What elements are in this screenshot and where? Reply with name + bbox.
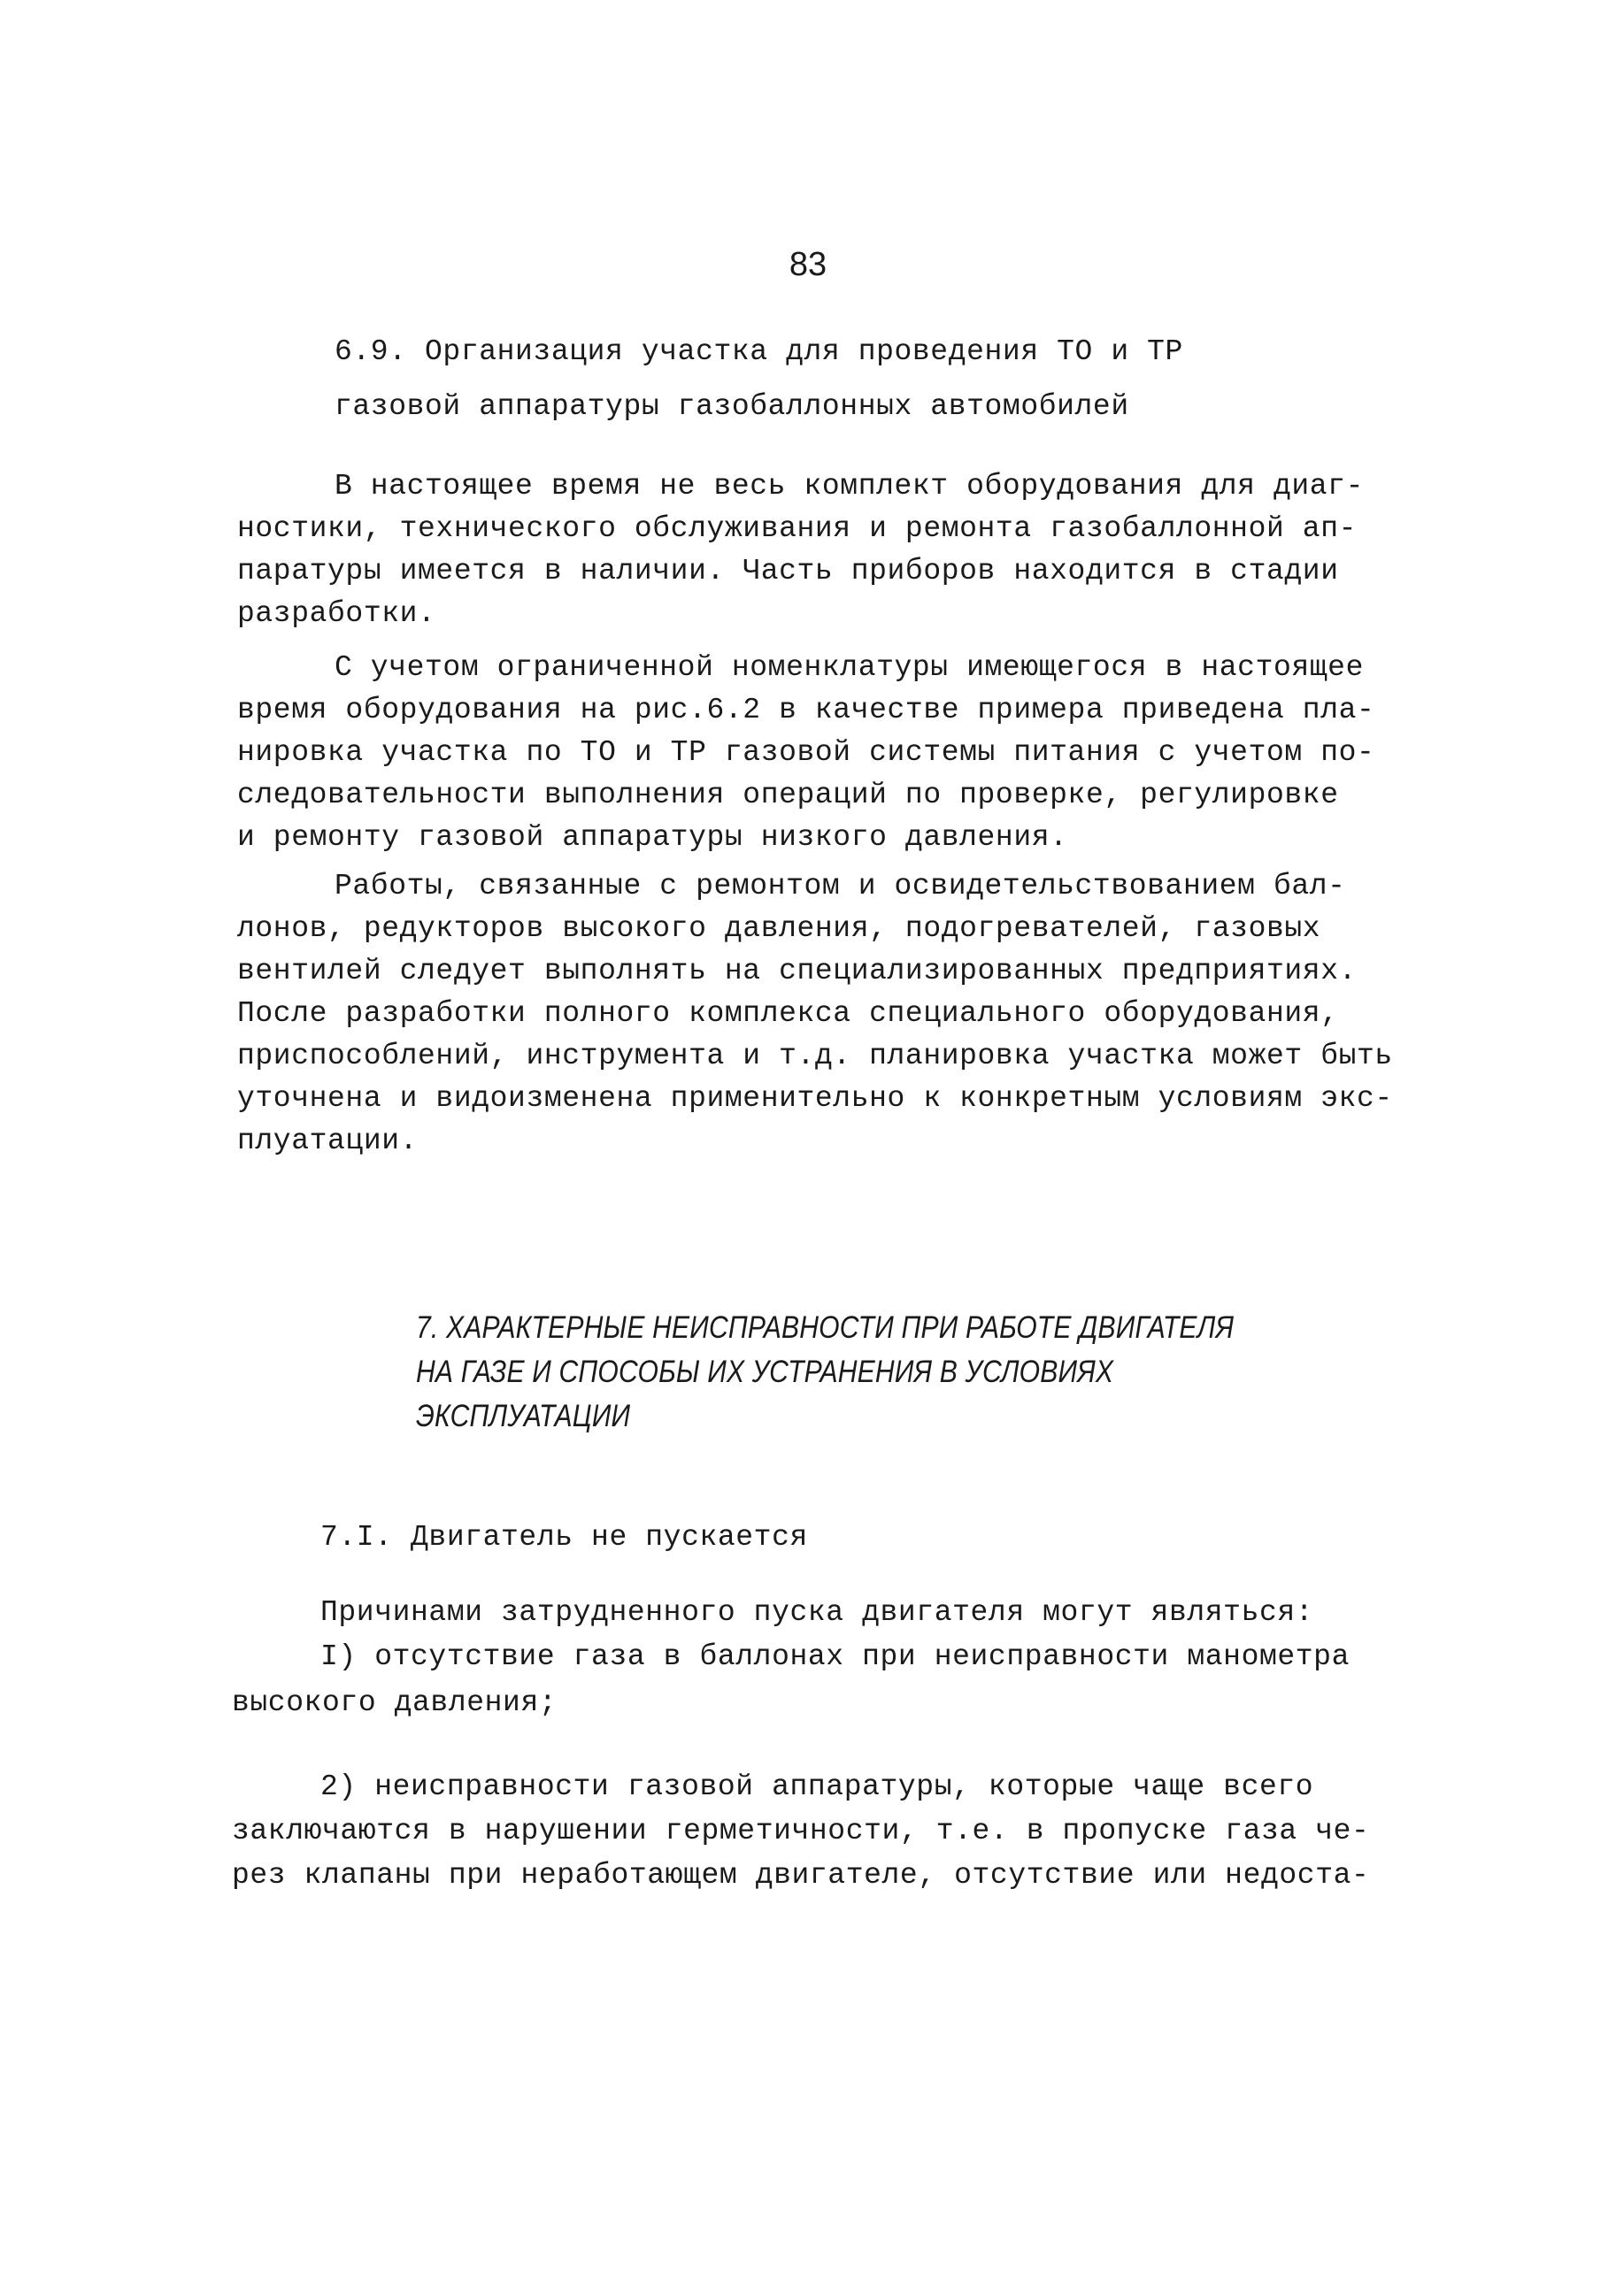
paragraph-line: и ремонту газовой аппаратуры низкого давления.: [237, 821, 1068, 854]
paragraph-line: паратуры имеется в наличии. Часть приборов находится в стадии: [237, 555, 1339, 587]
paragraph-line: С учетом ограниченной номенклатуры имеющегося в настоящее: [335, 651, 1364, 684]
list-item-line: рез клапаны при неработающем двигателе, отсутствие или недоста-: [232, 1859, 1370, 1892]
heading-line: ЭКСПЛУАТАЦИИ: [416, 1399, 631, 1433]
section-7-1-intro: Причинами затрудненного пуска двигателя могут являться:: [320, 1596, 1314, 1629]
paragraph-line: разработки.: [237, 597, 436, 630]
list-item-line: заключаются в нарушении герметичности, т.е. в пропуске газа че-: [232, 1815, 1370, 1847]
list-item-line: высокого давления;: [232, 1686, 558, 1719]
paragraph-line: лонов, редукторов высокого давления, подогревателей, газовых: [237, 912, 1321, 945]
paragraph-line: После разработки полного комплекса специального оборудования,: [237, 997, 1339, 1030]
paragraph-line: плуатации.: [237, 1125, 419, 1157]
list-item-line: I) отсутствие газа в баллонах при неисправности манометра: [320, 1640, 1350, 1673]
paragraph-line: Работы, связанные с ремонтом и освидетельствованием бал-: [335, 870, 1346, 902]
list-item-line: 2) неисправности газовой аппаратуры, которые чаще всего: [320, 1770, 1314, 1803]
page-number: 83: [789, 246, 827, 283]
section-7-1-heading: 7.I. Двигатель не пускается: [320, 1521, 808, 1554]
heading-line: 7. ХАРАКТЕРНЫЕ НЕИСПРАВНОСТИ ПРИ РАБОТЕ ДВИГАТЕЛЯ: [416, 1310, 1235, 1345]
paragraph-line: уточнена и видоизменена применительно к конкретным условиям экс-: [237, 1082, 1393, 1115]
paragraph-line: время оборудования на рис.6.2 в качестве примера приведена пла-: [237, 694, 1375, 726]
paragraph-line: ностики, технического обслуживания и ремонта газобаллонной ап-: [237, 512, 1357, 545]
paragraph-line: следовательности выполнения операций по проверке, регулировке: [237, 779, 1339, 811]
paragraph-line: вентилей следует выполнять на специализированных предприятиях.: [237, 955, 1357, 987]
paragraph-line: нировка участка по ТО и ТР газовой системы питания с учетом по-: [237, 736, 1375, 769]
heading-line: газовой аппаратуры газобаллонных автомобилей: [335, 390, 1129, 423]
paragraph-line: В настоящее время не весь комплект оборудования для диаг-: [335, 470, 1364, 503]
paragraph-line: приспособлений, инструмента и т.д. планировка участка может быть: [237, 1040, 1393, 1072]
heading-line: 6.9. Организация участка для проведения ТО и ТР: [335, 335, 1183, 368]
heading-line: НА ГАЗЕ И СПОСОБЫ ИХ УСТРАНЕНИЯ В УСЛОВИЯХ: [416, 1355, 1114, 1389]
